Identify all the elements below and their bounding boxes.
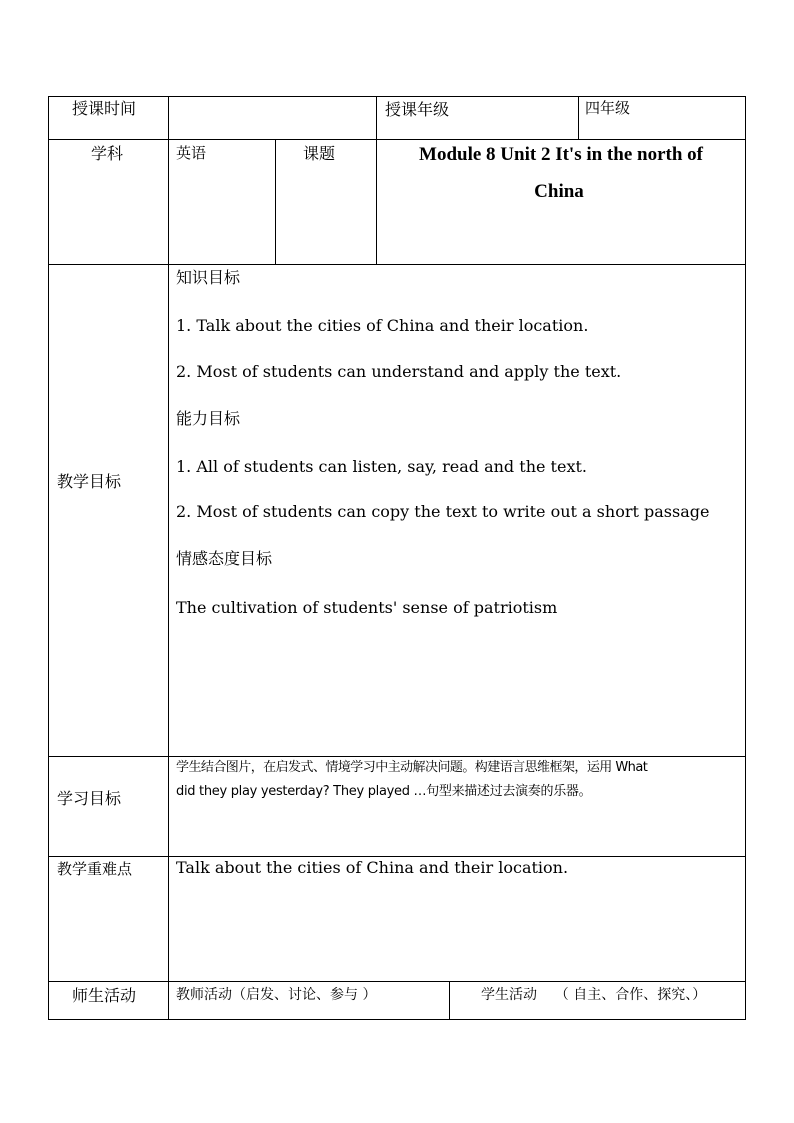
emotion-item: The cultivation of students' sense of patriotism	[176, 598, 558, 617]
table-border-left	[48, 96, 49, 1020]
teacher-activities-header: 教师活动（启发、讨论、参与 ）	[176, 987, 377, 1003]
key-points-label: 教学重难点	[57, 860, 133, 878]
table-row-divider	[48, 264, 746, 265]
emotion-heading: 情感态度目标	[176, 549, 273, 568]
grade-label: 授课年级	[385, 100, 450, 119]
table-column-divider	[275, 139, 276, 264]
objectives-label: 教学目标	[57, 472, 122, 491]
subject-value: 英语	[176, 144, 207, 162]
learning-objectives-text: 学生结合图片，在启发式、情境学习中主动解决问题。构建语言思维框架，运用 What	[176, 760, 648, 775]
table-row-divider	[48, 856, 746, 857]
subject-label: 学科	[91, 144, 124, 163]
topic-label: 课题	[303, 144, 336, 163]
table-border-top	[48, 96, 746, 97]
learning-objectives-label: 学习目标	[57, 789, 122, 808]
table-column-divider	[168, 96, 169, 1020]
table-row-divider	[48, 756, 746, 757]
lesson-title-line1: Module 8 Unit 2 It's in the north of	[419, 144, 703, 165]
learning-objectives-text: did they play yesterday? They played …句型来描述过去演奏的乐器。	[176, 784, 592, 799]
teaching-time-label: 授课时间	[72, 99, 137, 118]
knowledge-item: 1. Talk about the cities of China and their location.	[176, 316, 589, 335]
table-row-divider	[48, 981, 746, 982]
table-column-divider	[449, 981, 450, 1019]
ability-heading: 能力目标	[176, 409, 241, 428]
key-points-text: Talk about the cities of China and their location.	[176, 858, 569, 877]
student-activities-header: 学生活动 （ 自主、合作、探究、）	[481, 987, 707, 1003]
grade-value: 四年级	[585, 99, 631, 117]
ability-item: 2. Most of students can copy the text to write out a short passage	[176, 502, 710, 521]
ability-item: 1. All of students can listen, say, read and the text.	[176, 457, 587, 476]
knowledge-heading: 知识目标	[176, 268, 241, 287]
lesson-title-line2: China	[534, 181, 584, 202]
table-border-right	[745, 96, 746, 1020]
knowledge-item: 2. Most of students can understand and apply the text.	[176, 362, 622, 381]
table-border-bottom	[48, 1019, 746, 1020]
activities-label: 师生活动	[72, 986, 137, 1005]
table-column-divider	[578, 96, 579, 139]
